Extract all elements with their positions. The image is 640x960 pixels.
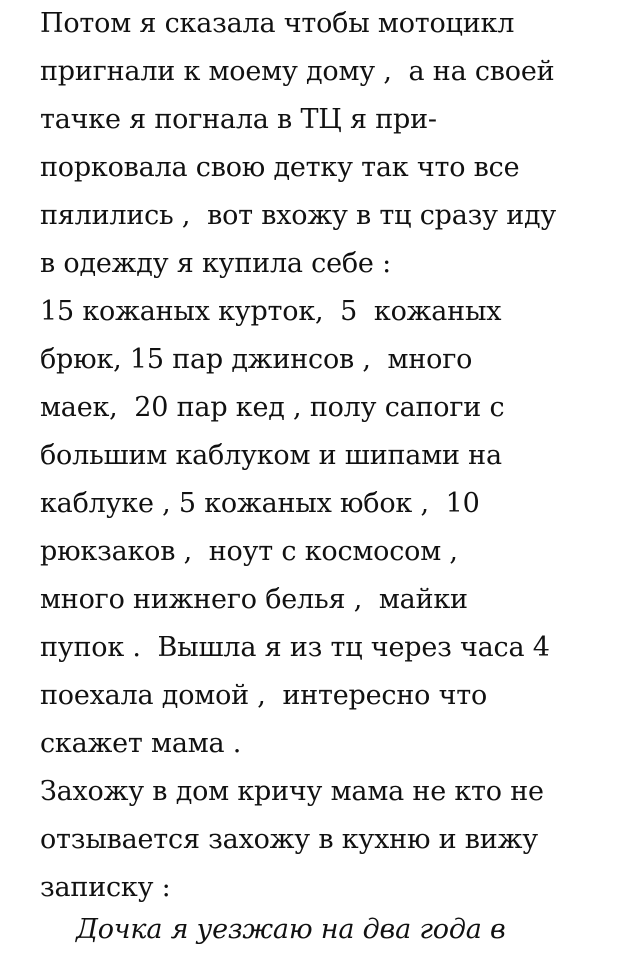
text-line-8: брюк, 15 пар джинсов , много [40, 344, 473, 375]
story-text [40, 0, 630, 912]
text-line-4: порковала свою детку так что все [40, 152, 520, 183]
text-line-1: Потом я сказала чтобы мотоцикл [40, 8, 515, 39]
text-line-17: Захожу в дом кричу мама не кто не [40, 776, 544, 807]
text-line-14: пупок . Вышла я из тц через часа 4 [40, 632, 550, 663]
text-line-2: пригнали к моему дому , а на своей [40, 56, 555, 87]
text-line-13: много нижнего белья , майки [40, 584, 468, 615]
text-line-11: каблуке , 5 кожаных юбок , 10 [40, 488, 480, 519]
text-line-7: 15 кожаных курток, 5 кожаных [40, 296, 502, 327]
text-line-6: в одежду я купила себе : [40, 248, 391, 279]
note-quote-line: Дочка я уезжаю на два года в [76, 914, 506, 945]
text-line-5: пялились , вот вхожу в тц сразу иду [40, 200, 557, 231]
text-line-12: рюкзаков , ноут с космосом , [40, 536, 458, 567]
text-line-3: тачке я погнала в ТЦ я при- [40, 104, 437, 135]
text-line-18: отзывается захожу в кухню и вижу [40, 824, 538, 855]
text-line-9: маек, 20 пар кед , полу сапоги с [40, 392, 505, 423]
text-line-16: скажет мама . [40, 728, 242, 759]
text-line-10: большим каблуком и шипами на [40, 440, 502, 471]
text-line-19: записку : [40, 872, 171, 903]
text-line-15: поехала домой , интересно что [40, 680, 488, 711]
